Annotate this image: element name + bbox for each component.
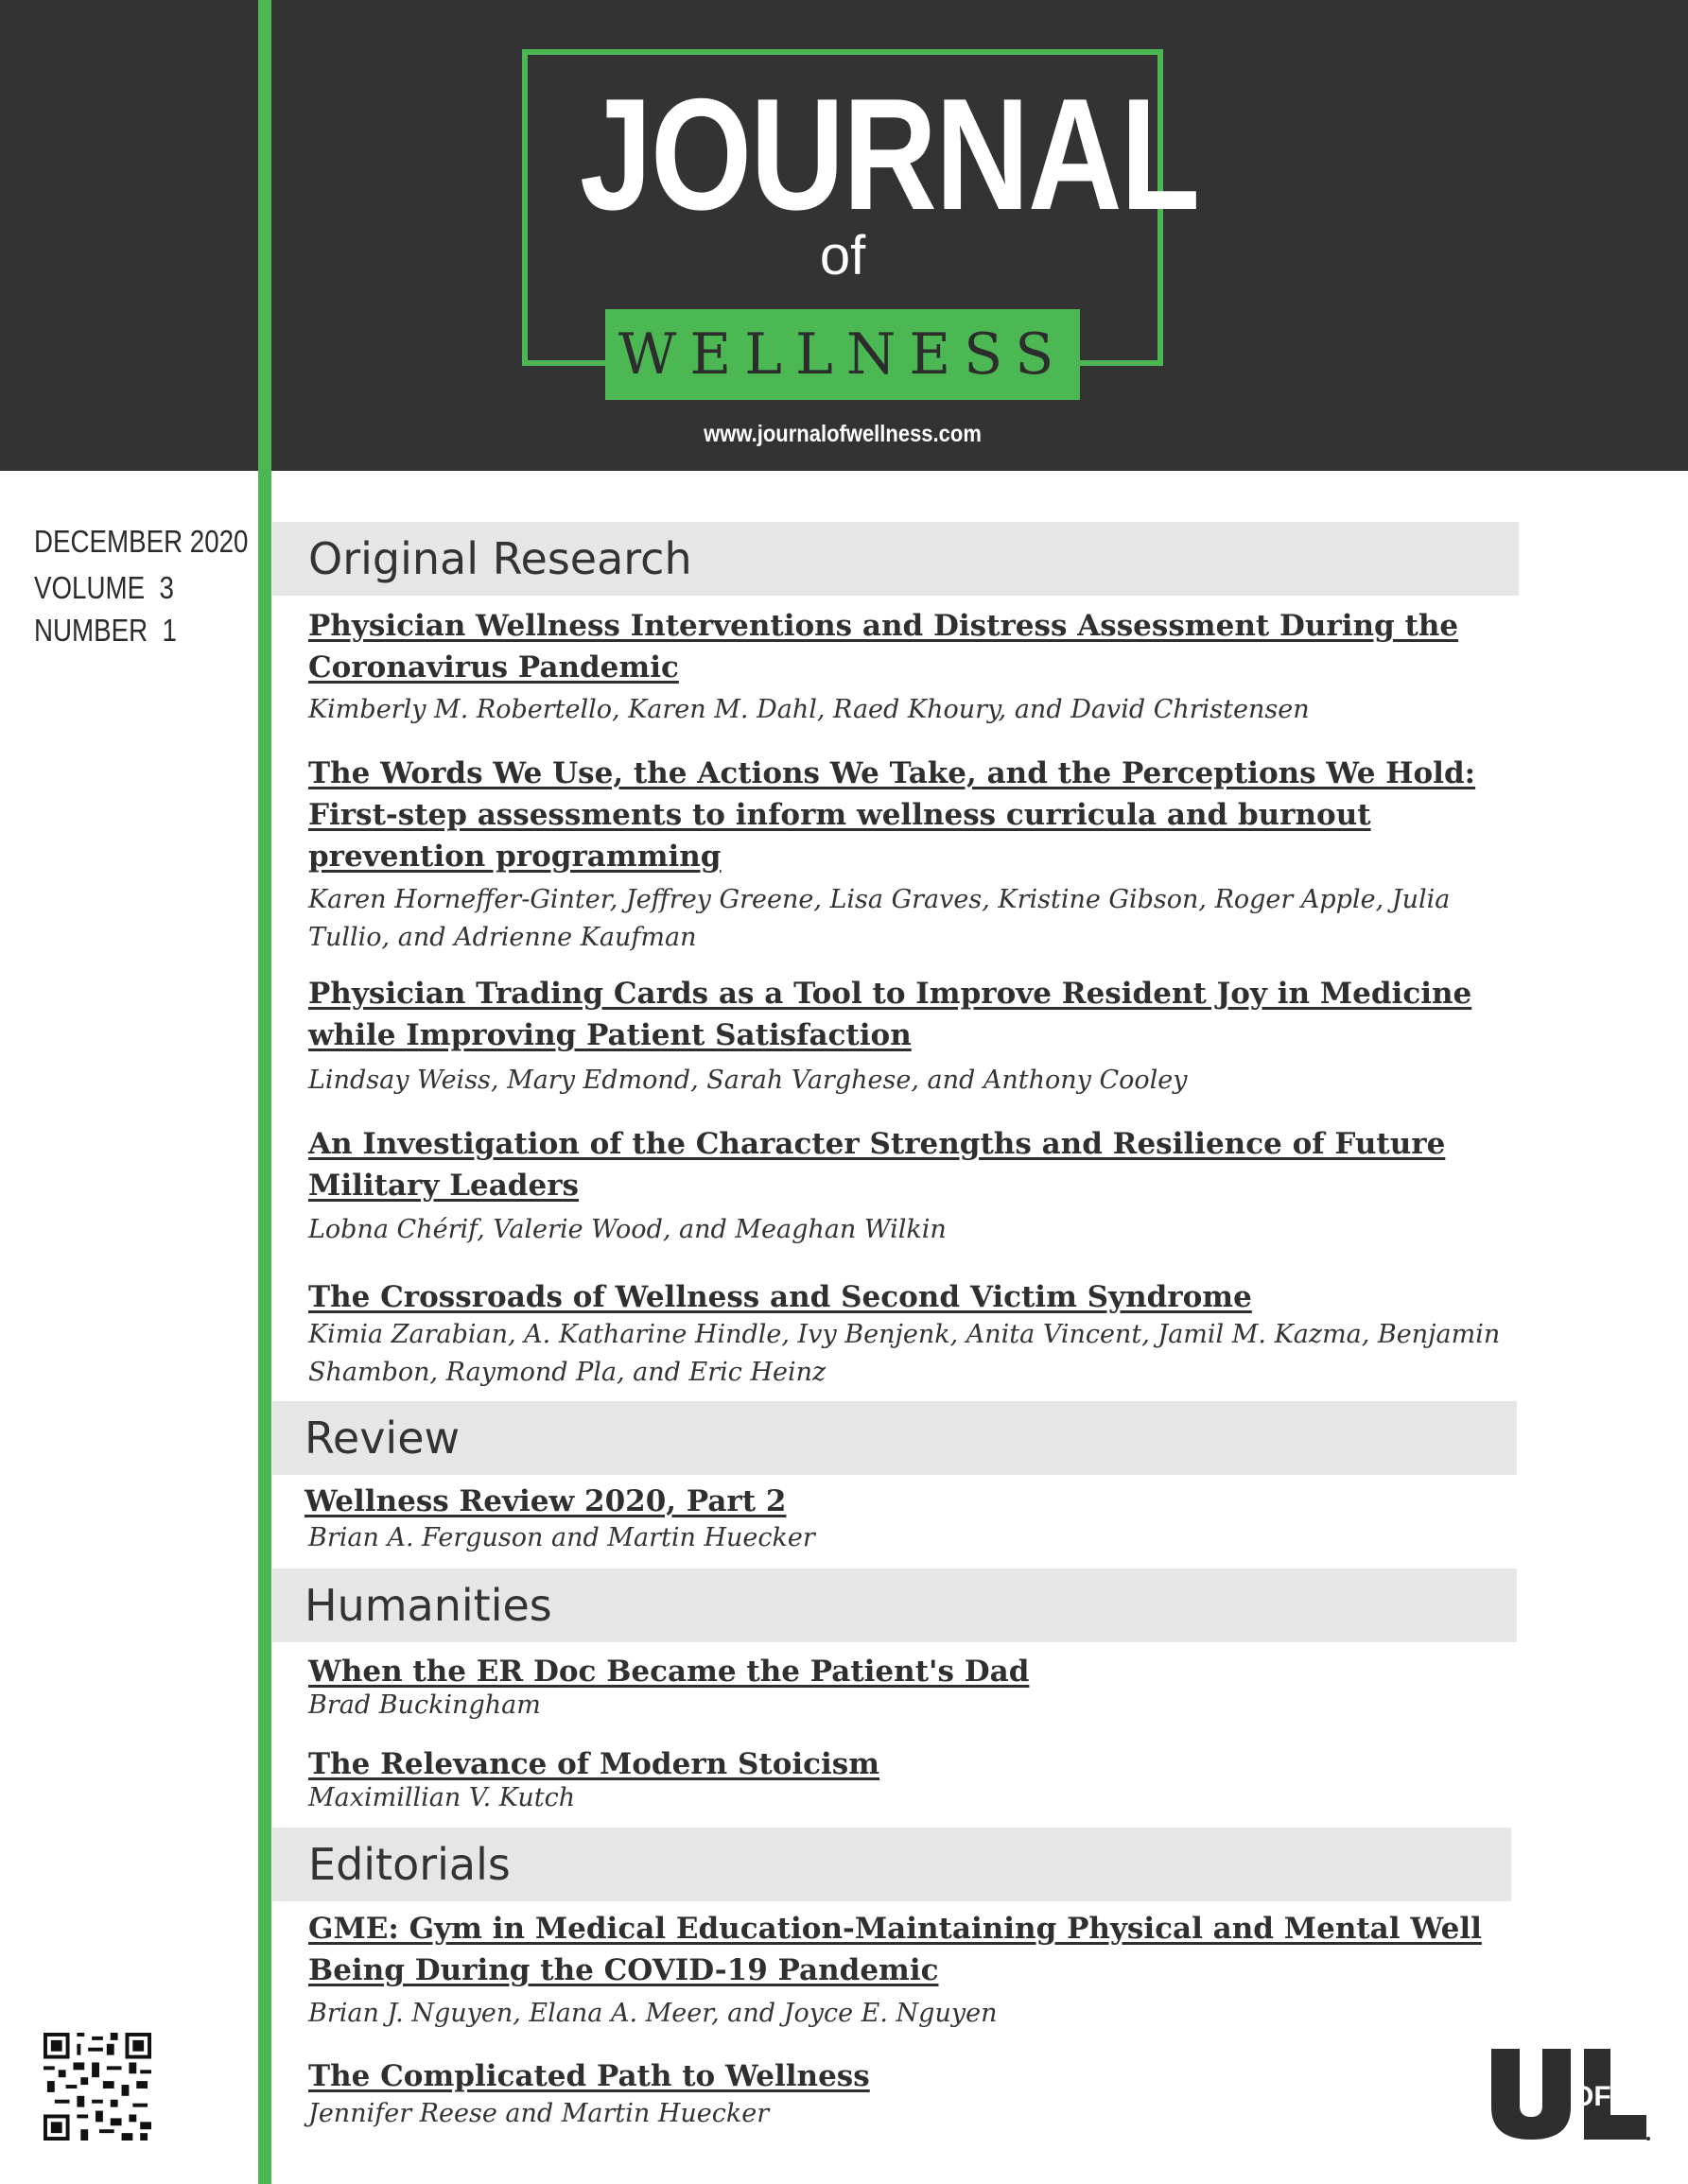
issue-date: DECEMBER 2020 <box>34 524 249 559</box>
journal-url[interactable]: www.journalofwellness.com <box>704 421 982 447</box>
article-title[interactable]: Physician Trading Cards as a Tool to Improve Resident Joy in Medicine while Improving Patient Satisfaction <box>308 977 1472 1052</box>
article-title[interactable]: Wellness Review 2020, Part 2 <box>305 1484 787 1518</box>
article-title[interactable]: GME: Gym in Medical Education-Maintaining Physical and Mental Well Being During the COVID-19 Pandemic <box>308 1912 1482 1987</box>
article-authors: Karen Horneffer-Ginter, Jeffrey Greene, Lisa Graves, Kristine Gibson, Roger Apple, Julia Tullio, and Adrienne Kaufman <box>308 885 1451 952</box>
article-title[interactable]: Physician Wellness Interventions and Distress Assessment During the Coronavirus Pandemic <box>308 609 1459 685</box>
logo-wellness-text: WELLNESS <box>618 321 1068 388</box>
article-authors: Kimberly M. Robertello, Karen M. Dahl, Raed Khoury, and David Christensen <box>308 695 1310 724</box>
logo-of-text: of <box>819 225 866 286</box>
section-heading-review: Review <box>305 1413 461 1464</box>
article-authors: Brian J. Nguyen, Elana A. Meer, and Joyce E. Nguyen <box>308 1999 998 2028</box>
section-heading-humanities: Humanities <box>305 1580 552 1631</box>
article-authors: Brian A. Ferguson and Martin Huecker <box>308 1523 815 1552</box>
qr-code-icon[interactable] <box>44 2033 151 2141</box>
logo-journal-text: JOURNAL <box>580 65 1199 243</box>
issue-number: NUMBER 1 <box>34 613 177 648</box>
article-authors: Kimia Zarabian, A. Katharine Hindle, Ivy Benjenk, Anita Vincent, Jamil M. Kazma, Benjamin Shambon, Raymond Pla, and Eric Heinz <box>308 1320 1501 1387</box>
article-title[interactable]: The Words We Use, the Actions We Take, and the Perceptions We Hold: First-step assessments to inform wellness curricula and burnout prevention programming <box>308 756 1476 874</box>
article-authors: Lindsay Weiss, Mary Edmond, Sarah Varghese, and Anthony Cooley <box>308 1066 1188 1095</box>
article-title[interactable]: The Complicated Path to Wellness <box>308 2059 870 2093</box>
svg-text:OF: OF <box>1572 2081 1611 2112</box>
article-title[interactable]: When the ER Doc Became the Patient's Dad <box>308 1655 1030 1689</box>
article-authors: Jennifer Reese and Martin Huecker <box>308 2099 770 2128</box>
article-authors: Brad Buckingham <box>308 1690 541 1720</box>
article-title[interactable]: The Relevance of Modern Stoicism <box>308 1747 880 1781</box>
article-title[interactable]: The Crossroads of Wellness and Second Victim Syndrome <box>308 1280 1252 1314</box>
article-authors: Maximillian V. Kutch <box>308 1783 576 1812</box>
section-heading-editorials: Editorials <box>308 1839 511 1890</box>
green-divider <box>258 0 271 2184</box>
article-title[interactable]: An Investigation of the Character Strengths and Resilience of Future Military Leaders <box>308 1127 1446 1203</box>
section-heading-original-research: Original Research <box>308 533 692 584</box>
issue-volume: VOLUME 3 <box>34 570 174 605</box>
uofl-logo <box>1489 2047 1650 2141</box>
article-authors: Lobna Chérif, Valerie Wood, and Meaghan Wilkin <box>308 1215 947 1244</box>
